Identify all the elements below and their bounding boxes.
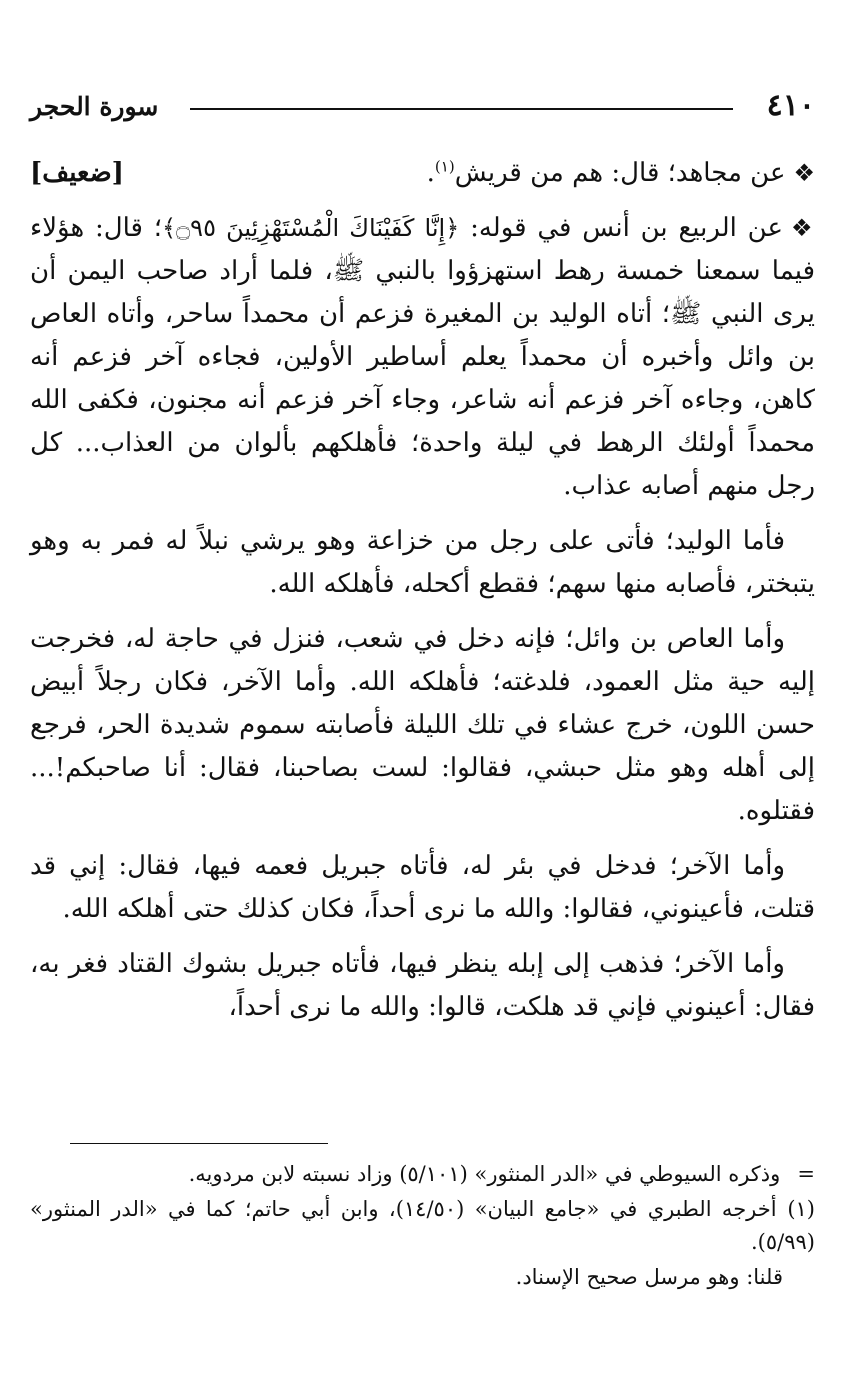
footnote-text: أخرجه الطبري في «جامع البيان» (١٤/٥٠)، وابن أبي حاتم؛ كما في «الدر المنثور» (٥/٩٩). [30, 1197, 815, 1254]
footnote-text: وذكره السيوطي في «الدر المنثور» (٥/١٠١) وزاد نسبته لابن مردويه. [188, 1162, 781, 1186]
paragraph-walid: فأما الوليد؛ فأتى على رجل من خزاعة وهو يرشي نبلاً له فمر به وهو يتبختر، فأصابه منها سهم؛ فقطع أكحله، فأهلكه الله. [30, 526, 815, 599]
footnote-1-note: قلنا: وهو مرسل صحيح الإسناد. [515, 1265, 783, 1289]
narration-mujahid [30, 152, 815, 195]
footnote-ref[interactable]: (١) [434, 157, 455, 176]
bullet-icon: ❖ [793, 159, 815, 187]
narration-text: عن مجاهد؛ قال: هم من قريش [454, 158, 786, 188]
footnote-rule [70, 1143, 328, 1144]
grade-badge: [ضعيف] [30, 158, 124, 188]
quran-verse: ﴿إِنَّا كَفَيْنَاكَ الْمُسْتَهْزِئِينَ ۝٩٥﴾ [162, 214, 460, 242]
paragraph-camels: وأما الآخر؛ فذهب إلى إبله ينظر فيها، فأتاه جبريل بشوك القتاد فغر به، فقال: أعينوني فإني قد هلكت، قالوا: والله ما نرى أحداً، [30, 949, 815, 1022]
surah-title: سورة الحجر [30, 92, 159, 121]
paragraph-aas: وأما العاص بن وائل؛ فإنه دخل في شعب، فنزل في حاجة له، فخرجت إليه حية مثل العمود، فلدغته؛ فأهلكه الله. وأما الآخر، فكان رجلاً أبيض حسن اللون، خرج عشاء في تلك الليلة فأصابته سموم شديدة الحر، فرجع إلى أهله وهو مثل حبشي، فقالوا: لست بصاحبنا، فقال: أنا صاحبكم!... فقتلوه. [30, 624, 815, 826]
footnote-1 [30, 1193, 815, 1259]
narration-text: ؛ قال: هؤلاء فيما سمعنا خمسة رهط استهزؤوا بالنبي ﷺ، فلما أراد صاحب اليمن أن يرى النبي ﷺ؛ أتاه الوليد بن المغيرة فزعم أن محمداً ساحر، وأتاه العاص بن وائل وأخبره أن محمداً يعلم أساطير الأولين، فجاءه آخر فزعم أنه كاهن، وجاءه آخر فزعم أنه شاعر، وجاء آخر فزعم أنه مجنون، فكفى الله محمداً أولئك الرهط في ليلة واحدة؛ فأهلكهم بألوان من العذاب... كل رجل منهم أصابه عذاب. [30, 213, 815, 501]
header-rule [190, 108, 733, 110]
footnote-continuation [30, 1158, 815, 1191]
page-header [30, 88, 815, 128]
paragraph-well: وأما الآخر؛ فدخل في بئر له، فأتاه جبريل فعمه فيها، فقال: إني قد قتلت، فأعينوني، فقالوا: والله ما نرى أحداً، فكان كذلك حتى أهلكه الله. [30, 851, 815, 924]
continuation-mark: = [797, 1162, 815, 1186]
footnote-number: (١) [787, 1197, 815, 1221]
main-text [30, 152, 815, 1041]
bullet-icon: ❖ [790, 214, 815, 242]
narration-rabi [30, 207, 815, 508]
page-number: ٤١٠ [766, 88, 815, 123]
narration-lead: عن الربيع بن أنس في قوله: [470, 213, 783, 243]
sentence-end: . [426, 158, 435, 188]
footnotes [30, 1158, 815, 1296]
